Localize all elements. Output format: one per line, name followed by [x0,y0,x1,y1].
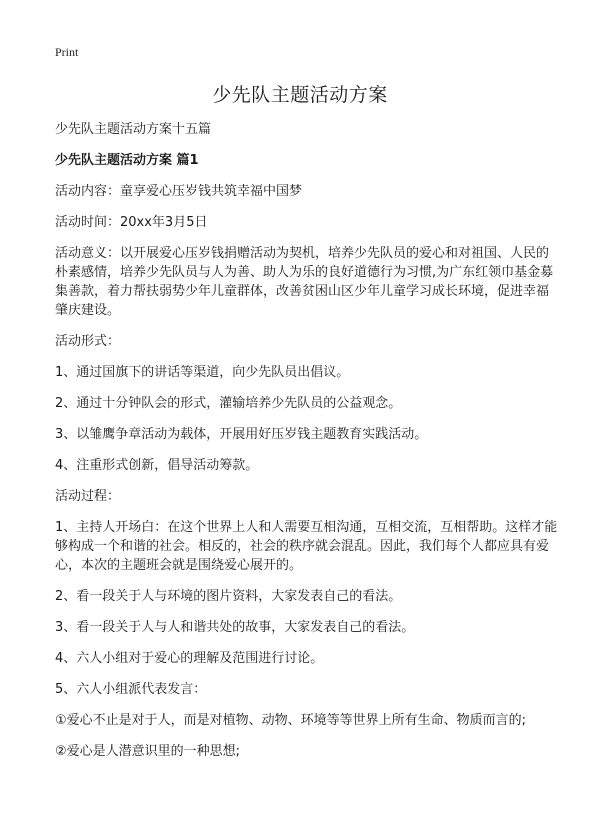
list-item: 2、看一段关于人与环境的图片资料，大家发表自己的看法。 [55,589,402,604]
section-heading: 少先队主题活动方案 篇1 [55,153,199,168]
paragraph-activity-significance: 活动意义：以开展爱心压岁钱捐赠活动为契机，培养少先队员的爱心和对祖国、人民的朴素感情，培养少先队员与人为善、助人为乐的良好道德行为习惯,为广东红领巾基金募集善款，着力帮扶弱势少年儿童群体，改善贫困山区少年儿童学习成长环境，促进幸福肇庆建设。 [55,246,554,318]
list-item: 4、注重形式创新，倡导活动筹款。 [55,458,259,473]
document-subtitle: 少先队主题活动方案十五篇 [55,122,212,137]
list-item: 5、六人小组派代表发言： [55,682,207,697]
document-body [55,120,560,773]
list-item: ②爱心是人潜意识里的一种思想; [55,744,241,759]
paragraph-activity-form-heading: 活动形式： [55,334,121,349]
paragraph-activity-time: 活动时间：20xx年3月5日 [55,215,208,230]
paragraph-activity-process-heading: 活动过程： [55,489,121,504]
list-item: 4、六人小组对于爱心的理解及范围进行讨论。 [55,651,324,666]
list-item: 1、通过国旗下的讲话等渠道，向少先队员出倡议。 [55,365,350,380]
list-item: ①爱心不止是对于人，而是对植物、动物、环境等等世界上所有生命、物质而言的; [55,713,527,728]
print-label: Print [55,45,79,59]
page-title: 少先队主题活动方案 [212,84,388,106]
paragraph-activity-content: 活动内容：童享爱心压岁钱共筑幸福中国梦 [55,184,303,199]
list-item: 3、看一段关于人与人和谐共处的故事，大家发表自己的看法。 [55,620,415,635]
list-item: 2、通过十分钟队会的形式，灌输培养少先队员的公益观念。 [55,396,402,411]
list-item: 3、以雏鹰争章活动为载体，开展用好压岁钱主题教育实践活动。 [55,427,428,442]
list-item: 1、主持人开场白：在这个世界上人和人需要互相沟通，互相交流，互相帮助。这样才能够构成一个和谐的社会。相反的，社会的秩序就会混乱。因此，我们每个人都应具有爱心，本次的主题班会就是围绕爱心展开的。 [55,520,558,573]
